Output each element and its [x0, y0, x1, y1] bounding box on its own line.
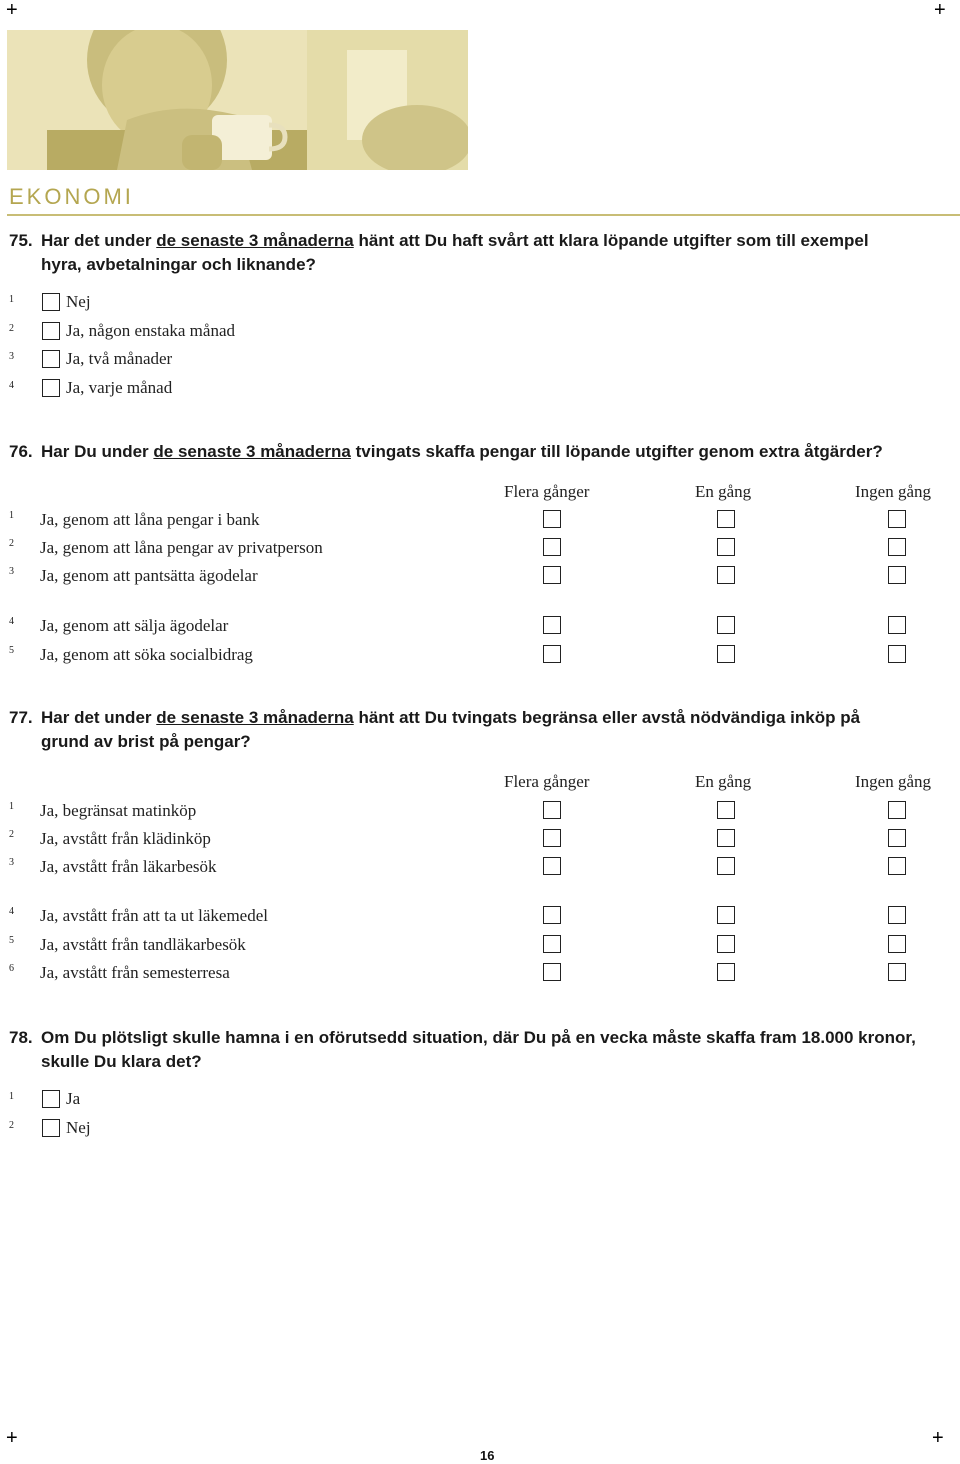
checkbox-flera[interactable] [543, 829, 561, 847]
question-text: Om Du plötsligt skulle hamna i en oförutsedd situation, där Du på en vecka måste skaffa fram 18.000 kronor, [41, 1028, 916, 1047]
row-label: Ja, avstått från semesterresa [40, 963, 230, 982]
checkbox-ingen[interactable] [888, 906, 906, 924]
checkbox-ingen[interactable] [888, 935, 906, 953]
checkbox-ingen[interactable] [888, 538, 906, 556]
option-number: 3 [9, 351, 14, 362]
row-number: 2 [9, 829, 14, 840]
checkbox-flera[interactable] [543, 801, 561, 819]
checkbox-ingen[interactable] [888, 616, 906, 634]
row-label: Ja, avstått från tandläkarbesök [40, 935, 246, 954]
option-number: 4 [9, 380, 14, 391]
checkbox-ingen[interactable] [888, 510, 906, 528]
checkbox-en[interactable] [717, 538, 735, 556]
matrix-row [9, 962, 954, 984]
row-label: Ja, avstått från läkarbesök [40, 857, 217, 876]
matrix-row [9, 537, 954, 559]
row-number: 5 [9, 935, 14, 946]
question-75 [9, 229, 954, 277]
matrix-row [9, 905, 954, 927]
question-text: hänt att Du tvingats begränsa eller avstå nödvändiga inköp på [353, 708, 861, 727]
option-label: Nej [66, 292, 91, 311]
question-text-line2: skulle Du klara det? [41, 1052, 202, 1071]
column-header-flera: Flera gånger [504, 482, 590, 501]
row-label: Ja, genom att låna pengar i bank [40, 510, 260, 529]
page-number: 16 [480, 1448, 495, 1463]
row-number: 3 [9, 857, 14, 868]
row-label: Ja, avstått från att ta ut läkemedel [40, 906, 268, 925]
checkbox-flera[interactable] [543, 963, 561, 981]
row-number: 4 [9, 906, 14, 917]
section-divider [7, 214, 960, 216]
checkbox-en[interactable] [717, 566, 735, 584]
question-number: 78. [9, 1028, 33, 1047]
question-text: hänt att Du haft svårt att klara löpande utgifter som till exempel [353, 231, 869, 250]
matrix-row [9, 565, 954, 587]
matrix-row [9, 509, 954, 531]
checkbox-en[interactable] [717, 829, 735, 847]
checkbox-flera[interactable] [543, 538, 561, 556]
checkbox-ingen[interactable] [888, 857, 906, 875]
checkbox-flera[interactable] [543, 510, 561, 528]
option-checkbox[interactable] [42, 293, 60, 311]
question-text: Har det under [41, 231, 157, 250]
question-text: Har Du under [41, 442, 154, 461]
crop-mark: + [932, 1427, 944, 1449]
row-number: 5 [9, 645, 14, 656]
question-77 [9, 706, 954, 754]
row-number: 6 [9, 963, 14, 974]
checkbox-en[interactable] [717, 935, 735, 953]
question-text-line2: grund av brist på pengar? [41, 732, 251, 751]
option-label: Ja, två månader [66, 349, 173, 368]
checkbox-flera[interactable] [543, 906, 561, 924]
crop-mark: + [6, 1427, 18, 1449]
column-header-ingen: Ingen gång [855, 482, 932, 501]
checkbox-ingen[interactable] [888, 801, 906, 819]
section-title: EKONOMI [9, 184, 134, 209]
checkbox-ingen[interactable] [888, 963, 906, 981]
column-header-flera: Flera gånger [504, 772, 590, 791]
row-number: 4 [9, 616, 14, 627]
option-number: 2 [9, 323, 14, 334]
row-number: 2 [9, 538, 14, 549]
option-checkbox[interactable] [42, 1090, 60, 1108]
option-checkbox[interactable] [42, 1119, 60, 1137]
row-label: Ja, genom att söka socialbidrag [40, 645, 253, 664]
checkbox-flera[interactable] [543, 566, 561, 584]
column-header-ingen: Ingen gång [855, 772, 932, 791]
option-number: 2 [9, 1120, 14, 1131]
crop-mark: + [6, 0, 18, 21]
row-label: Ja, avstått från klädinköp [40, 829, 211, 848]
header-photo [7, 30, 468, 170]
checkbox-en[interactable] [717, 857, 735, 875]
option-label: Ja, någon enstaka månad [66, 321, 235, 340]
question-text: Har det under [41, 708, 157, 727]
row-label: Ja, genom att låna pengar av privatperson [40, 538, 323, 557]
row-number: 1 [9, 801, 14, 812]
matrix-row [9, 644, 954, 666]
column-header-en: En gång [695, 482, 752, 501]
checkbox-flera[interactable] [543, 935, 561, 953]
checkbox-en[interactable] [717, 645, 735, 663]
checkbox-flera[interactable] [543, 857, 561, 875]
question-number: 75. [9, 231, 33, 250]
checkbox-ingen[interactable] [888, 829, 906, 847]
checkbox-ingen[interactable] [888, 645, 906, 663]
matrix-row [9, 615, 954, 637]
question-emphasis: de senaste 3 månaderna [156, 708, 354, 727]
option-checkbox[interactable] [42, 350, 60, 368]
question-number: 76. [9, 442, 33, 461]
row-label: Ja, genom att pantsätta ägodelar [40, 566, 258, 585]
option-number: 1 [9, 1091, 14, 1102]
row-label: Ja, begränsat matinköp [40, 801, 197, 820]
option-label: Nej [66, 1118, 91, 1137]
row-number: 3 [9, 566, 14, 577]
row-label: Ja, genom att sälja ägodelar [40, 616, 229, 635]
checkbox-en[interactable] [717, 510, 735, 528]
row-number: 1 [9, 510, 14, 521]
matrix-row [9, 856, 954, 878]
option-label: Ja, varje månad [66, 378, 173, 397]
question-number: 77. [9, 708, 33, 727]
checkbox-ingen[interactable] [888, 566, 906, 584]
option-label: Ja [66, 1089, 81, 1108]
option-checkbox[interactable] [42, 379, 60, 397]
question-78 [9, 1026, 954, 1074]
question-emphasis: de senaste 3 månaderna [153, 442, 351, 461]
matrix-row [9, 934, 954, 956]
question-76 [9, 440, 954, 464]
checkbox-en[interactable] [717, 963, 735, 981]
matrix-row [9, 828, 954, 850]
checkbox-en[interactable] [717, 801, 735, 819]
checkbox-flera[interactable] [543, 645, 561, 663]
checkbox-en[interactable] [717, 906, 735, 924]
question-text-line2: hyra, avbetalningar och liknande? [41, 255, 316, 274]
question-text: tvingats skaffa pengar till löpande utgifter genom extra åtgärder? [350, 442, 883, 461]
option-checkbox[interactable] [42, 322, 60, 340]
column-header-en: En gång [695, 772, 752, 791]
question-emphasis: de senaste 3 månaderna [156, 231, 354, 250]
checkbox-en[interactable] [717, 616, 735, 634]
option-number: 1 [9, 294, 14, 305]
crop-mark: + [934, 0, 946, 21]
matrix-row [9, 800, 954, 822]
checkbox-flera[interactable] [543, 616, 561, 634]
